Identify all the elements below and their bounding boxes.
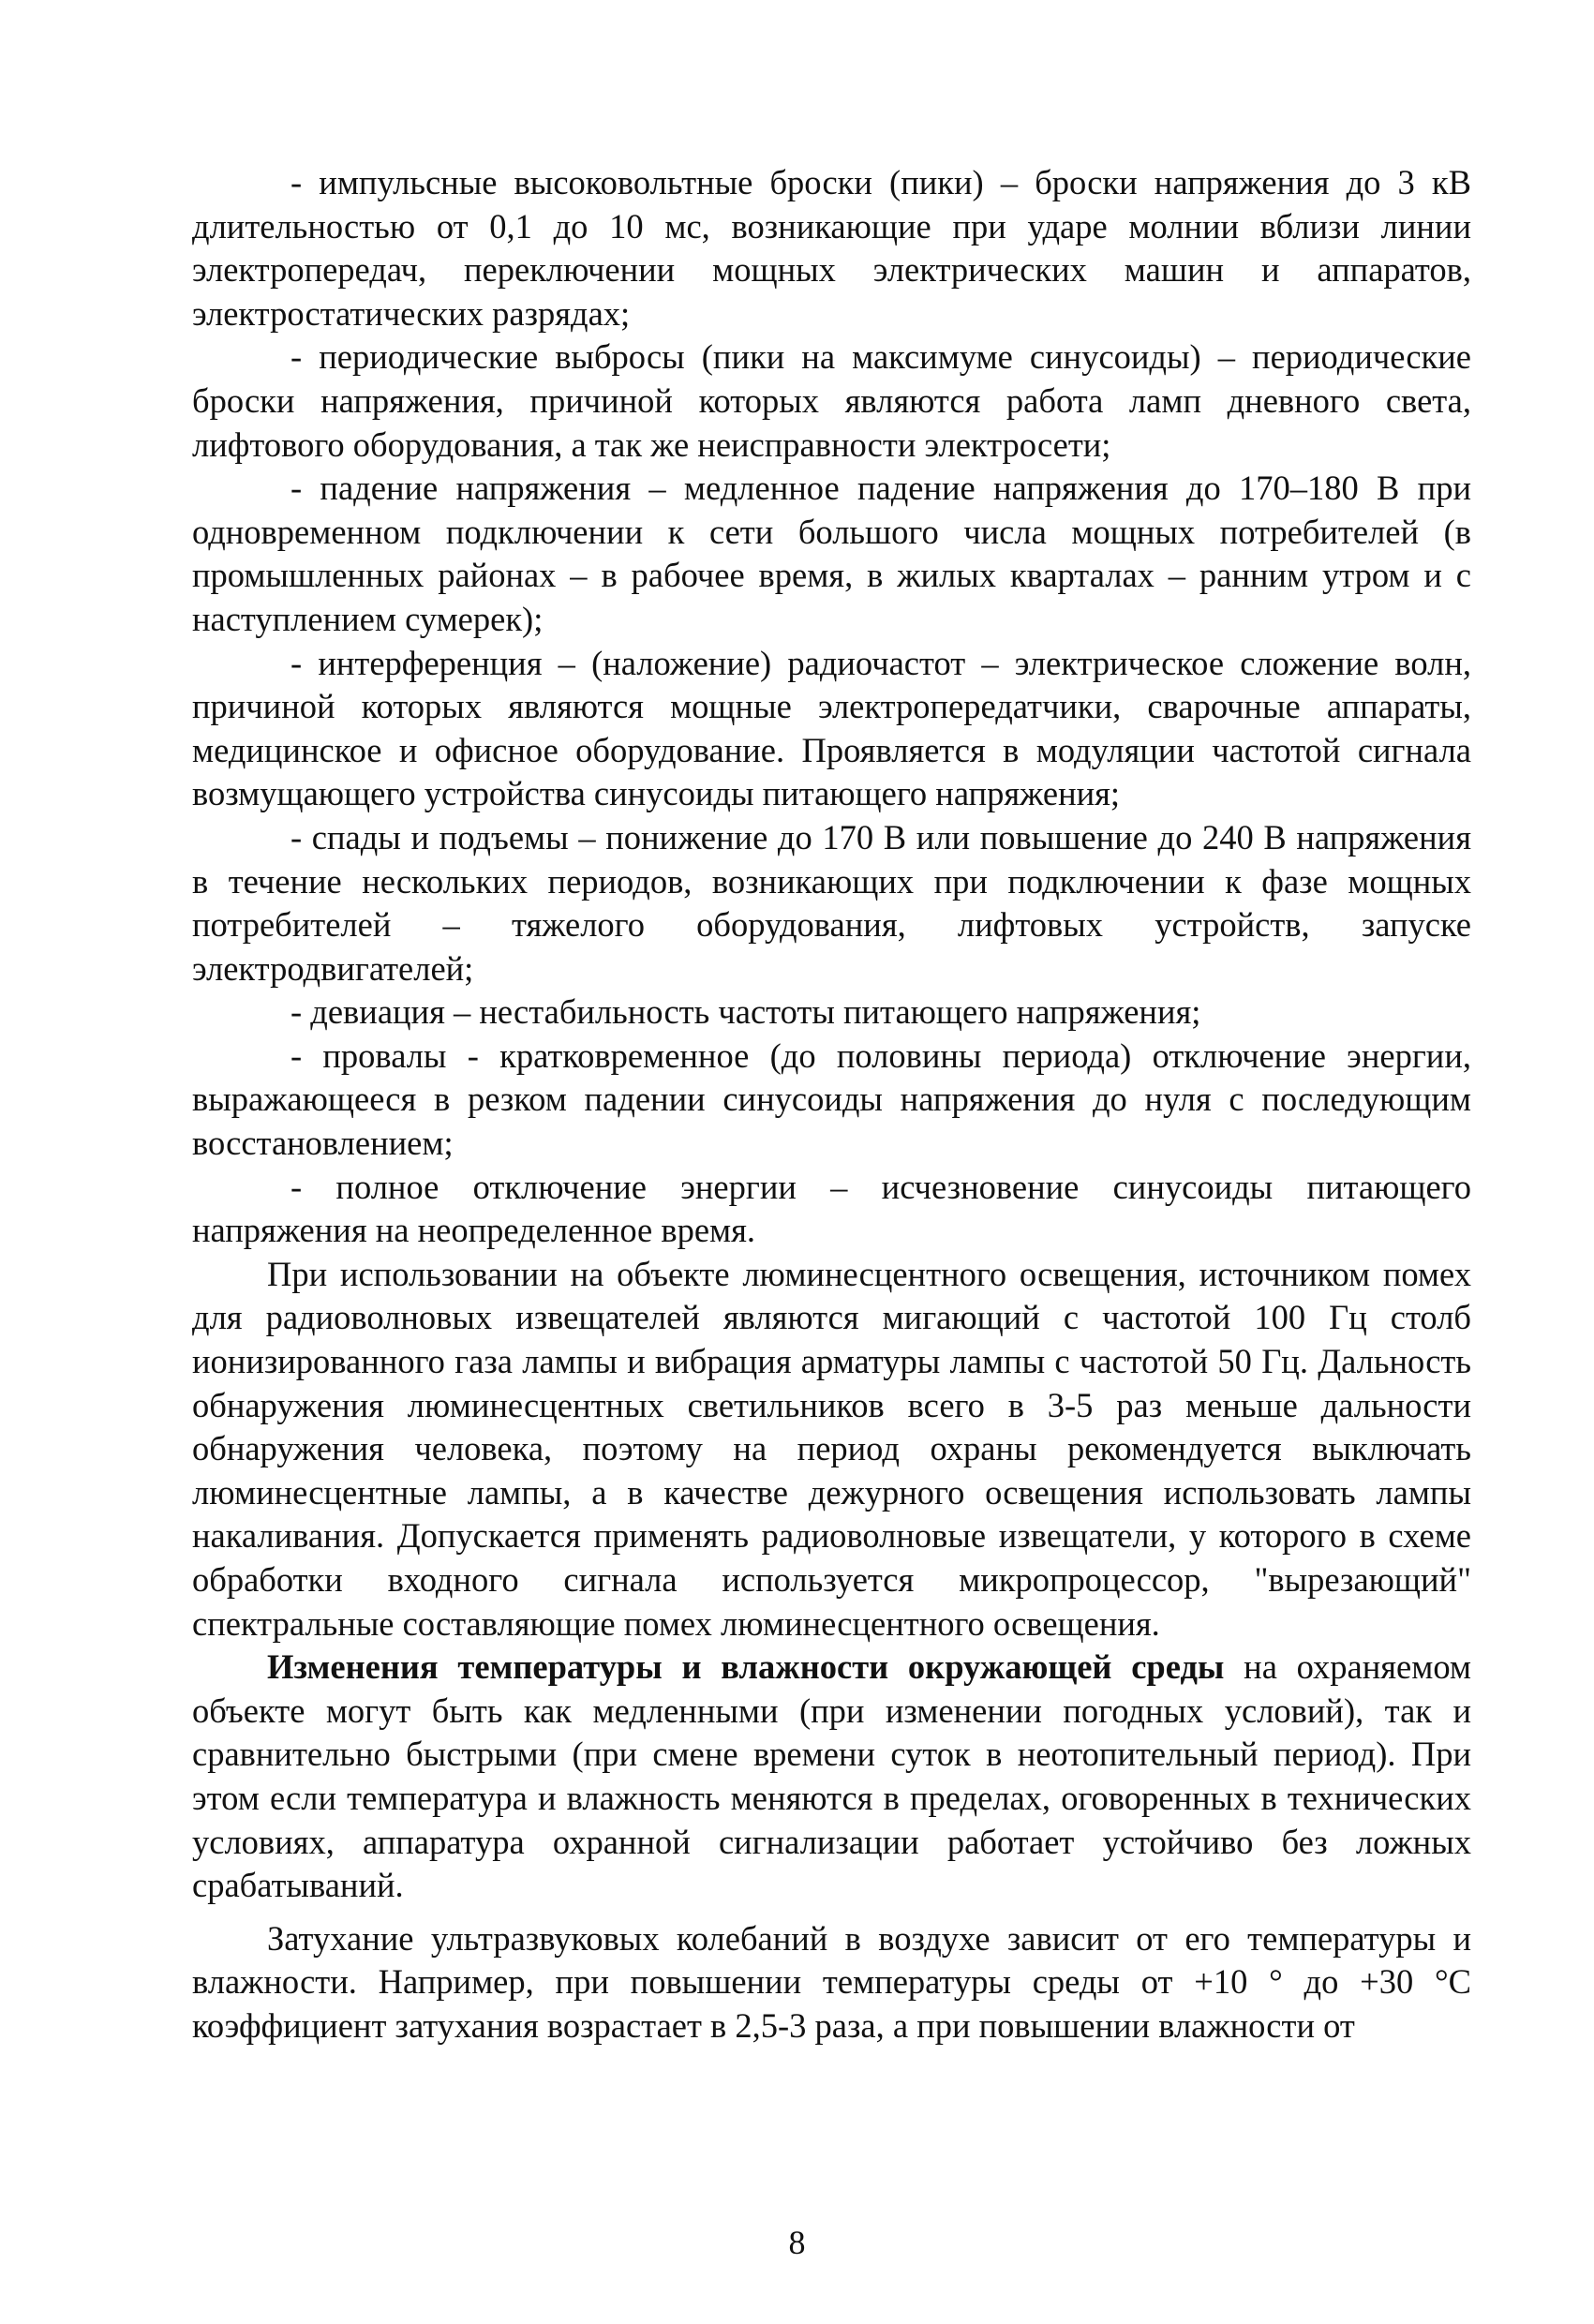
list-item-periodic-spikes: - периодические выбросы (пики на максимуме синусоиды) – периодические броски напряжения, причиной которых являются работа ламп дневного света, лифтового оборудования, а так же неисправности электросети; (192, 337, 1471, 464)
paragraph-fluorescent-lighting: При использовании на объекте люминесцентного освещения, источником помех для радиоволновых извещателей являются мигающий с частотой 100 Гц столб ионизированного газа лампы и вибрация арматуры лампы с частотой 50 Гц. Дальность обнаружения люминесцентных светильников всего в 3-5 раз меньше дальности обнаружения человека, поэтому на период охраны рекомендуется выключать люминесцентные лампы, а в качестве дежурного освещения использовать лампы накаливания. Допускается применять радиоволновые извещатели, у которого в схеме обработки входного сигнала используется микропроцессор, "вырезающий" спектральные составляющие помех люминесцентного освещения. (192, 1254, 1471, 1643)
list-item-interference: - интерференция – (наложение) радиочастот – электрическое сложение волн, причиной которых являются мощные электропередатчики, сварочные аппараты, медицинское и офисное оборудование. Проявляется в модуляции частотой сигнала возмущающего устройства синусоиды питающего напряжения; (192, 643, 1471, 813)
list-item-power-outage: - полное отключение энергии – исчезновение синусоиды питающего напряжения на неопределенное время. (192, 1167, 1471, 1250)
page-number: 8 (788, 2224, 806, 2261)
list-item-impulse-spikes: - импульсные высоковольтные броски (пики) – броски напряжения до 3 кВ длительностью от 0,1 до 10 мс, возникающие при ударе молнии вблизи линии электропередач, переключении мощных электрических машин и аппаратов, электростатических разрядах; (192, 163, 1471, 333)
page-body (192, 161, 1471, 2048)
paragraph-text: на охраняемом объекте могут быть как медленными (при изменении погодных условий), так и сравнительно быстрыми (при смене времени суток в неотопительный период). При этом если температура и влажность меняются в пределах, оговоренных в технических условиях, аппаратура охранной сигнализации работает устойчиво без ложных срабатываний. (192, 1647, 1471, 1905)
list-item-sags-and-surges: - спады и подъемы – понижение до 170 В или повышение до 240 В напряжения в течение нескольких периодов, возникающих при подключении к фазе мощных потребителей – тяжелого оборудования, лифтовых устройств, запуске электродвигателей; (192, 817, 1471, 988)
paragraph-bold-lead: Изменения температуры и влажности окружающей среды (267, 1647, 1225, 1687)
list-item-dips: - провалы - кратковременное (до половины периода) отключение энергии, выражающееся в резком падении синусоиды напряжения до нуля с последующим восстановлением; (192, 1035, 1471, 1163)
paragraph-temperature-humidity (192, 1646, 1471, 1908)
list-item-deviation: - девиация – нестабильность частоты питающего напряжения; (290, 992, 1201, 1032)
paragraph-ultrasonic-attenuation: Затухание ультразвуковых колебаний в воздухе зависит от его температуры и влажности. Например, при повышении температуры среды от +10 ° до +30 °С коэффициент затухания возрастает в 2,5-3 раза, а при повышении влажности от (192, 1918, 1471, 2045)
list-item-voltage-drop: - падение напряжения – медленное падение напряжения до 170–180 В при одновременном подключении к сети большого числа мощных потребителей (в промышленных районах – в рабочее время, в жилых кварталах – ранним утром и с наступлением сумерек); (192, 469, 1471, 638)
